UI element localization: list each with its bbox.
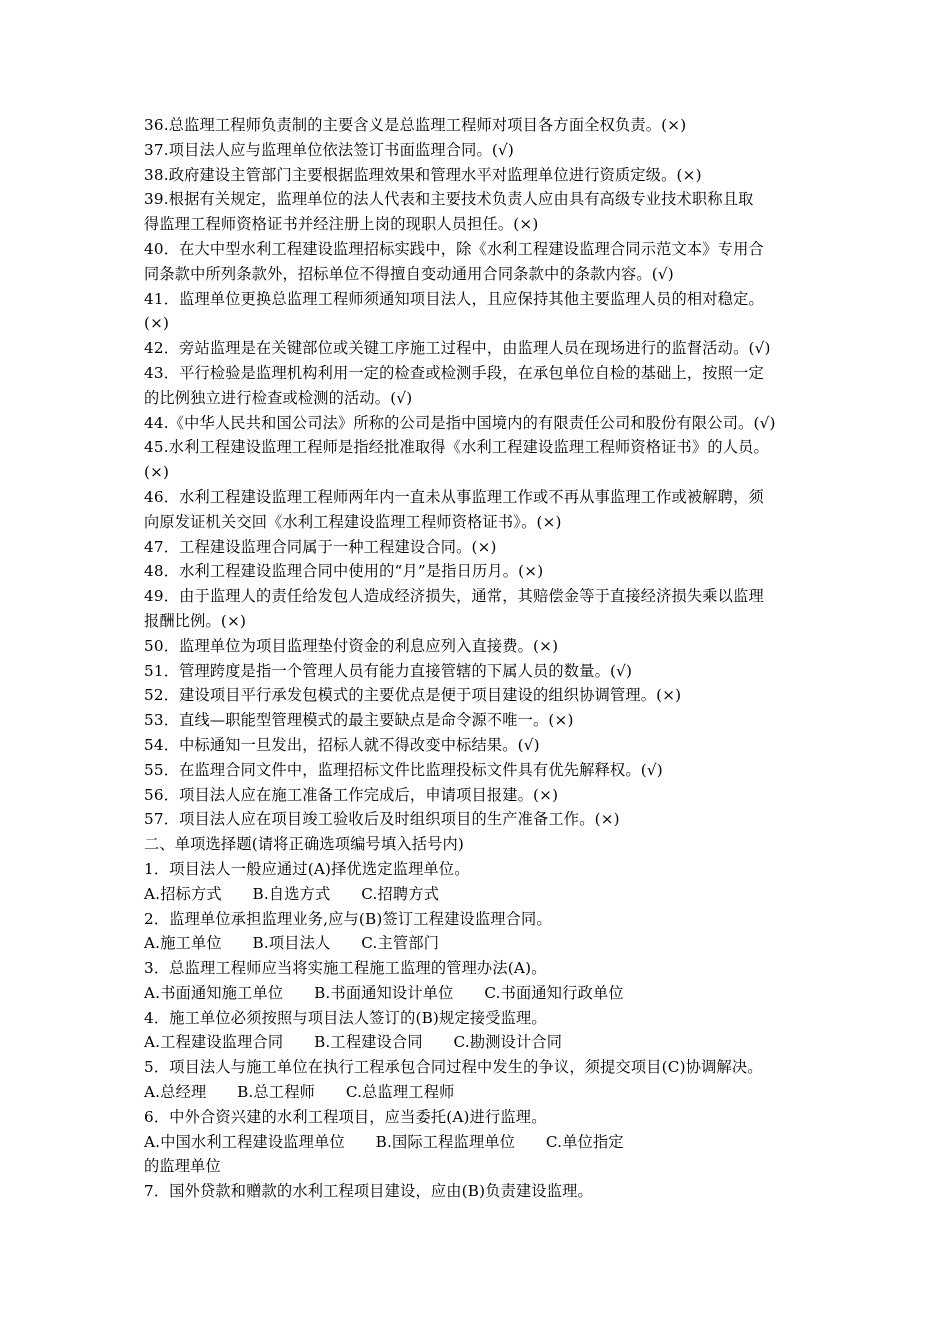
text-line: 2．监理单位承担监理业务,应与(B)签订工程建设监理合同。 xyxy=(144,909,552,928)
section-heading: 二、单项选择题(请将正确选项编号填入括号内) xyxy=(144,835,465,854)
text-line: 50．监理单位为项目监理垫付资金的利息应列入直接费。(×) xyxy=(144,636,559,655)
text-line: 54．中标通知一旦发出，招标人就不得改变中标结果。(√) xyxy=(144,735,540,754)
text-line: A.施工单位 B.项目法人 C.主管部门 xyxy=(144,934,440,953)
text-line: 报酬比例。(×) xyxy=(144,611,247,630)
text-line: 3．总监理工程师应当将实施工程施工监理的管理办法(A)。 xyxy=(144,959,547,978)
text-line: 39.根据有关规定，监理单位的法人代表和主要技术负责人应由具有高级专业技术职称且取 xyxy=(144,190,754,209)
text-line: A.招标方式 B.自选方式 C.招聘方式 xyxy=(144,884,440,903)
text-line: (×) xyxy=(144,314,170,333)
text-line: 56．项目法人应在施工准备工作完成后，申请项目报建。(×) xyxy=(144,785,559,804)
text-line: A.总经理 B.总工程师 C.总监理工程师 xyxy=(144,1083,455,1102)
text-line: 44.《中华人民共和国公司法》所称的公司是指中国境内的有限责任公司和股份有限公司。(√) xyxy=(144,413,776,432)
text-line: 36.总监理工程师负责制的主要含义是总监理工程师对项目各方面全权负责。(×) xyxy=(144,116,687,134)
text-line: 51．管理跨度是指一个管理人员有能力直接管辖的下属人员的数量。(√) xyxy=(144,661,633,680)
text-line: 同条款中所列条款外，招标单位不得擅自变动通用合同条款中的条款内容。(√) xyxy=(144,264,674,283)
text-line: 37.项目法人应与监理单位依法签订书面监理合同。(√) xyxy=(144,140,515,159)
text-line: 41．监理单位更换总监理工程师须通知项目法人，且应保持其他主要监理人员的相对稳定。 xyxy=(144,289,764,308)
text-line: 46．水利工程建设监理工程师两年内一直未从事监理工作或不再从事监理工作或被解聘，须 xyxy=(144,487,764,506)
text-line: 40．在大中型水利工程建设监理招标实践中，除《水利工程建设监理合同示范文本》专用合 xyxy=(144,239,764,258)
text-line: A.中国水利工程建设监理单位 B.国际工程监理单位 C.单位指定 xyxy=(144,1132,624,1151)
text-line: 5．项目法人与施工单位在执行工程承包合同过程中发生的争议，须提交项目(C)协调解决。 xyxy=(144,1058,763,1077)
text-line: 38.政府建设主管部门主要根据监理效果和管理水平对监理单位进行资质定级。(×) xyxy=(144,165,702,184)
text-line: 的比例独立进行检查或检测的活动。(√) xyxy=(144,388,413,407)
text-line: 的监理单位 xyxy=(144,1157,221,1176)
text-line: 52．建设项目平行承发包模式的主要优点是便于项目建设的组织协调管理。(×) xyxy=(144,686,682,705)
text-line: 49．由于监理人的责任给发包人造成经济损失，通常，其赔偿金等于直接经济损失乘以监理 xyxy=(144,587,764,606)
text-line: 45.水利工程建设监理工程师是指经批准取得《水利工程建设监理工程师资格证书》的人员。 xyxy=(144,438,769,457)
text-line: 7．国外贷款和赠款的水利工程项目建设，应由(B)负责建设监理。 xyxy=(144,1182,593,1201)
text-line: 得监理工程师资格证书并经注册上岗的现职人员担任。(×) xyxy=(144,215,539,234)
text-line: 53．直线—职能型管理模式的最主要缺点是命令源不唯一。(×) xyxy=(144,711,574,730)
text-line: 57．项目法人应在项目竣工验收后及时组织项目的生产准备工作。(×) xyxy=(144,810,620,829)
text-line: 向原发证机关交回《水利工程建设监理工程师资格证书》。(×) xyxy=(144,512,562,531)
document-body xyxy=(144,113,814,1204)
text-line: A.工程建设监理合同 B.工程建设合同 C.勘测设计合同 xyxy=(144,1033,563,1052)
text-line: (×) xyxy=(144,463,170,482)
text-line: 47．工程建设监理合同属于一种工程建设合同。(×) xyxy=(144,537,497,556)
text-line: A.书面通知施工单位 B.书面通知设计单位 C.书面通知行政单位 xyxy=(144,983,624,1002)
text-line: 48．水利工程建设监理合同中使用的“月”是指日历月。(×) xyxy=(144,562,544,581)
text-line: 43．平行检验是监理机构利用一定的检查或检测手段，在承包单位自检的基础上，按照一定 xyxy=(144,363,764,382)
text-line: 55．在监理合同文件中，监理招标文件比监理投标文件具有优先解释权。(√) xyxy=(144,760,663,779)
text-line: 6．中外合资兴建的水利工程项目，应当委托(A)进行监理。 xyxy=(144,1107,547,1126)
text-line: 4．施工单位必须按照与项目法人签订的(B)规定接受监理。 xyxy=(144,1008,547,1027)
text-line: 42．旁站监理是在关键部位或关键工序施工过程中，由监理人员在现场进行的监督活动。(√) xyxy=(144,339,771,358)
text-line: 1．项目法人一般应通过(A)择优选定监理单位。 xyxy=(144,859,470,878)
